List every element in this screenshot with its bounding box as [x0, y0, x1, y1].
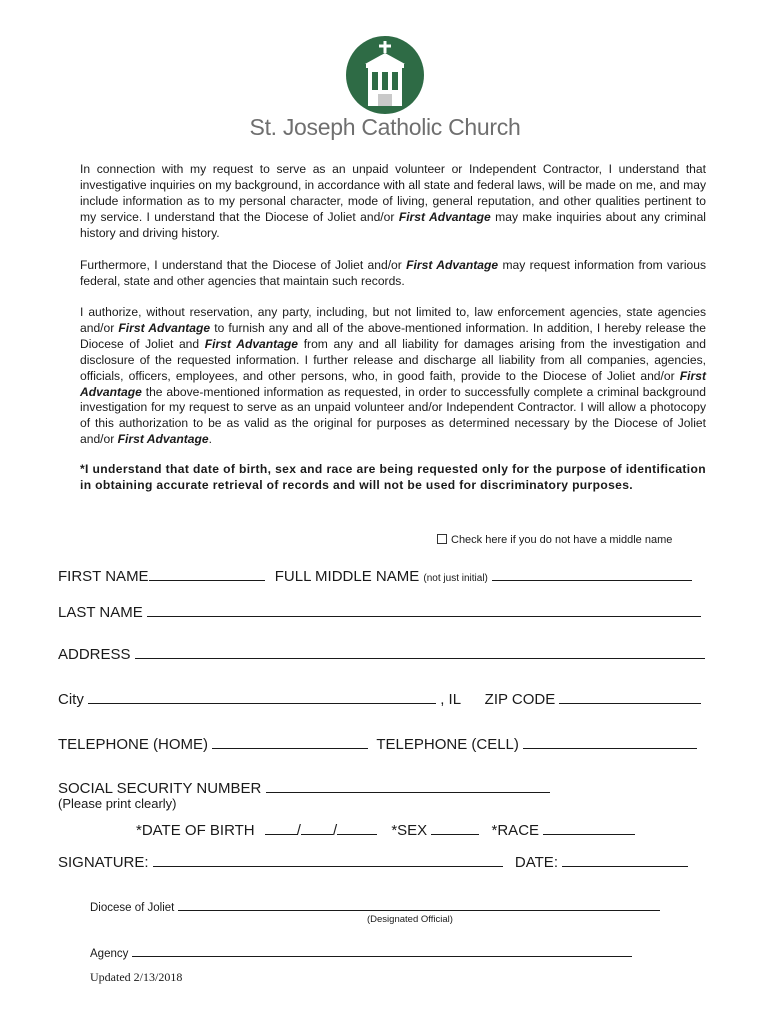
- name-row: [58, 566, 692, 585]
- tel-home-label: TELEPHONE (HOME): [58, 736, 209, 753]
- race-label: *RACE: [491, 822, 540, 839]
- signature-label: SIGNATURE:: [58, 854, 149, 871]
- sex-label: *SEX: [391, 822, 428, 839]
- agency-field[interactable]: [132, 946, 632, 957]
- updated-date: Updated 2/13/2018: [90, 970, 183, 984]
- diocese-row: [90, 900, 660, 914]
- middle-name-field[interactable]: [492, 566, 692, 581]
- ssn-label: SOCIAL SECURITY NUMBER: [58, 780, 262, 797]
- text: to furnish any and all of the above-mentioned information. In addition, I hereby release the Diocese of Joliet and: [80, 320, 707, 351]
- date-label: DATE:: [514, 854, 558, 871]
- tel-cell-field[interactable]: [523, 734, 697, 749]
- text: I authorize, without reservation, any party, including, but not limited to, law enforcement agencies, state agencies and/or: [80, 305, 706, 335]
- city-row: [58, 689, 701, 708]
- tower-base: [378, 94, 392, 106]
- last-name-label: LAST NAME: [58, 604, 143, 621]
- race-field[interactable]: [543, 820, 635, 835]
- company-name: First Advantage: [204, 336, 299, 351]
- tower-opening-left: [372, 72, 378, 90]
- last-name-field[interactable]: [147, 602, 701, 617]
- sex-field[interactable]: [431, 820, 479, 835]
- print-clearly-note: (Please print clearly): [58, 796, 177, 811]
- church-name: St. Joseph Catholic Church: [249, 114, 521, 140]
- address-row: [58, 644, 705, 663]
- text: In connection with my request to serve as an unpaid volunteer or Independent Contractor, I understand that investigative inquiries on my background, in accordance with all state and federal laws, will be made on me, and may include information as to my personal character, mode of living, general reputation, and other qualities pertinent to my service. I understand that the Diocese of Joliet and/or: [80, 162, 706, 224]
- text: may make inquiries about any criminal history and driving history.: [80, 209, 706, 240]
- designated-official-label: (Designated Official): [367, 914, 453, 925]
- dob-row: [136, 820, 635, 839]
- first-name-field[interactable]: [149, 566, 265, 581]
- middle-name-checkbox-row[interactable]: [437, 534, 672, 546]
- text: .: [208, 432, 212, 447]
- signature-row: [58, 852, 688, 871]
- address-label: ADDRESS: [58, 646, 131, 663]
- dob-label: *DATE OF BIRTH: [136, 822, 255, 839]
- city-label: City: [58, 691, 84, 708]
- tel-cell-label: TELEPHONE (CELL): [376, 736, 519, 753]
- ssn-row: [58, 778, 550, 797]
- text: the above-mentioned information as requested, in order to successfully complete a criminal background investigation for my request to serve as an unpaid volunteer and/or Independent Contractor. I will allow a photocopy of this authorization to be as valid as the original for purposes as determined necessary by the Diocese of Joliet and/or: [80, 384, 706, 447]
- city-field[interactable]: [88, 689, 436, 704]
- dob-day-field[interactable]: [301, 820, 333, 835]
- middle-name-label: FULL MIDDLE NAME: [274, 568, 420, 585]
- last-name-row: [58, 602, 701, 621]
- address-field[interactable]: [135, 644, 705, 659]
- ssn-field[interactable]: [266, 778, 550, 793]
- dob-month-field[interactable]: [265, 820, 297, 835]
- checkbox-label: Check here if you do not have a middle name: [451, 534, 673, 546]
- agency-row: [90, 946, 632, 960]
- tower-opening-mid: [382, 72, 388, 90]
- checkbox[interactable]: [437, 534, 447, 544]
- cross-horizontal: [379, 45, 391, 48]
- company-name: First Advantage: [80, 368, 706, 399]
- company-name: First Advantage: [406, 258, 499, 272]
- text: from any and all liability for damages arising from the investigation and disclosure of the requested information. I further release and discharge all liability from all companies, agencies, officials, officers, employees, and other persons, who, in good faith, provide to the Diocese of Joliet and/or: [80, 336, 706, 383]
- zip-label: ZIP CODE: [484, 691, 556, 708]
- text: Furthermore, I understand that the Diocese of Joliet and/or: [80, 258, 407, 272]
- state-label: , IL: [440, 691, 461, 708]
- agency-label: Agency: [90, 948, 129, 960]
- paragraph-consent: [80, 162, 706, 242]
- text: may request information from various federal, state and other agencies that maintain such records.: [80, 258, 706, 288]
- paragraph-furthermore: [80, 258, 706, 290]
- tower-opening-right: [392, 72, 398, 90]
- slash: /: [296, 822, 301, 839]
- middle-name-note: (not just initial): [423, 573, 488, 584]
- telephone-row: [58, 734, 697, 753]
- slash: /: [332, 822, 338, 839]
- date-field[interactable]: [562, 852, 688, 867]
- dob-year-field[interactable]: [337, 820, 377, 835]
- paragraph-disclaimer: *I understand that date of birth, sex and race are being requested only for the purpose of identification in obtaining accurate retrieval of records and will not be used for discriminatory purposes.: [80, 462, 706, 492]
- church-logo: [346, 36, 424, 114]
- belltower-eave: [366, 64, 404, 68]
- signature-field[interactable]: [153, 852, 503, 867]
- company-name: First Advantage: [398, 209, 491, 224]
- zip-field[interactable]: [559, 689, 701, 704]
- tel-home-field[interactable]: [212, 734, 368, 749]
- paragraph-authorize: [80, 305, 706, 448]
- diocese-official-field[interactable]: [178, 900, 660, 911]
- company-name: First Advantage: [118, 320, 211, 335]
- diocese-label: Diocese of Joliet: [90, 902, 175, 914]
- company-name: First Advantage: [117, 432, 209, 447]
- first-name-label: FIRST NAME: [58, 568, 149, 585]
